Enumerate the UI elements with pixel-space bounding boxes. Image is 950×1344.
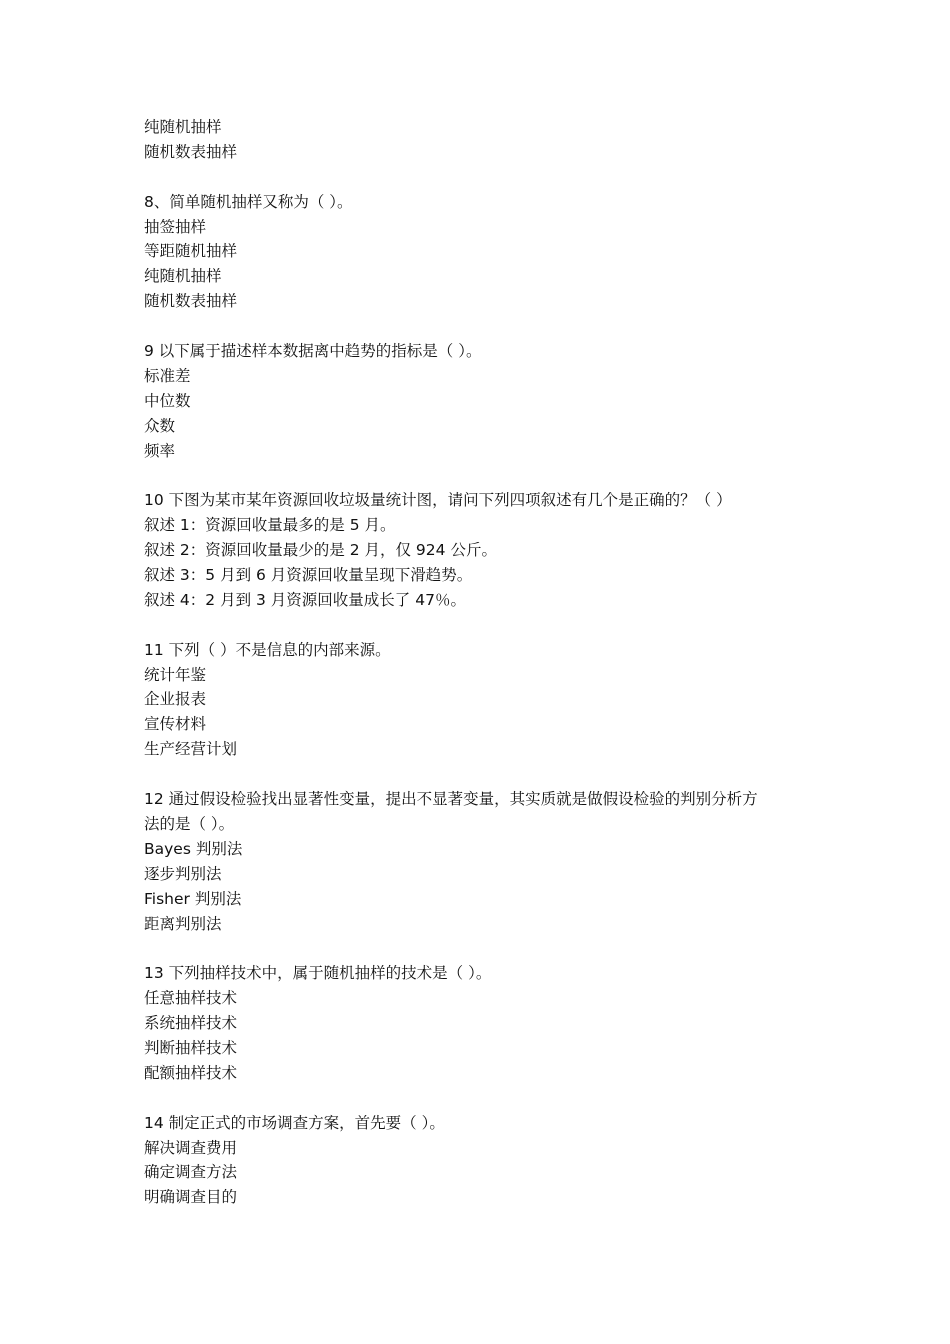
option-text: 频率 [144, 441, 176, 460]
option-text: 抽签抽样 [144, 217, 207, 236]
spacer [144, 1086, 824, 1111]
option-text: 配额抽样技术 [144, 1063, 238, 1082]
option-text: 宣传材料 [144, 715, 207, 734]
question-stem: 8、简单随机抽样又称为（ ）。 [144, 192, 353, 211]
option-text: 系统抽样技术 [144, 1014, 238, 1033]
question-14 [144, 1111, 824, 1211]
spacer [144, 936, 824, 961]
question-stem: 9 以下属于描述样本数据离中趋势的指标是（ ）。 [144, 342, 482, 361]
option-text: Bayes 判别法 [144, 839, 243, 858]
spacer [144, 314, 824, 339]
option-text: 随机数表抽样 [144, 292, 238, 311]
statement-text: 叙述 3：5 月到 6 月资源回收量呈现下滑趋势。 [144, 566, 473, 585]
option-text: 判断抽样技术 [144, 1038, 238, 1057]
option-text: 逐步判别法 [144, 864, 222, 883]
question-stem: 10 下图为某市某年资源回收垃圾量统计图，请问下列四项叙述有几个是正确的？（ ） [144, 491, 732, 510]
statement-text: 叙述 4：2 月到 3 月资源回收量成长了 47％。 [144, 590, 466, 609]
option-text: 企业报表 [144, 690, 207, 709]
option-text: 距离判别法 [144, 914, 222, 933]
option-text: 标准差 [144, 366, 191, 385]
option-text: 统计年鉴 [144, 665, 207, 684]
option-text: 等距随机抽样 [144, 242, 238, 261]
statement-text: 叙述 2：资源回收量最少的是 2 月，仅 924 公斤。 [144, 541, 497, 560]
spacer [144, 463, 824, 488]
option-text: 众数 [144, 416, 176, 435]
option-text: 确定调查方法 [144, 1163, 238, 1182]
document-page [144, 115, 824, 1210]
question-10 [144, 488, 824, 612]
option-text: 解决调查费用 [144, 1138, 238, 1157]
option-text: 任意抽样技术 [144, 989, 238, 1008]
question-12 [144, 787, 824, 936]
question-stem: 12 通过假设检验找出显著性变量，提出不显著变量，其实质就是做假设检验的判别分析方 [144, 790, 758, 809]
question-stem: 14 制定正式的市场调查方案，首先要（ ）。 [144, 1113, 445, 1132]
leading-options [144, 115, 824, 165]
option-text: 纯随机抽样 [144, 118, 222, 136]
option-text: Fisher 判别法 [144, 889, 242, 908]
question-8 [144, 190, 824, 314]
option-text: 随机数表抽样 [144, 142, 238, 161]
question-9 [144, 339, 824, 463]
option-text: 生产经营计划 [144, 740, 238, 759]
spacer [144, 762, 824, 787]
question-11 [144, 638, 824, 762]
option-text: 中位数 [144, 391, 191, 410]
question-13 [144, 961, 824, 1085]
spacer [144, 165, 824, 190]
statement-text: 叙述 1：资源回收量最多的是 5 月。 [144, 516, 396, 535]
option-text: 纯随机抽样 [144, 267, 222, 286]
question-stem-continued: 法的是（ ）。 [144, 814, 235, 833]
spacer [144, 613, 824, 638]
option-text: 明确调查目的 [144, 1188, 238, 1207]
question-stem: 13 下列抽样技术中，属于随机抽样的技术是（ ）。 [144, 964, 492, 983]
question-stem: 11 下列（ ）不是信息的内部来源。 [144, 640, 391, 659]
